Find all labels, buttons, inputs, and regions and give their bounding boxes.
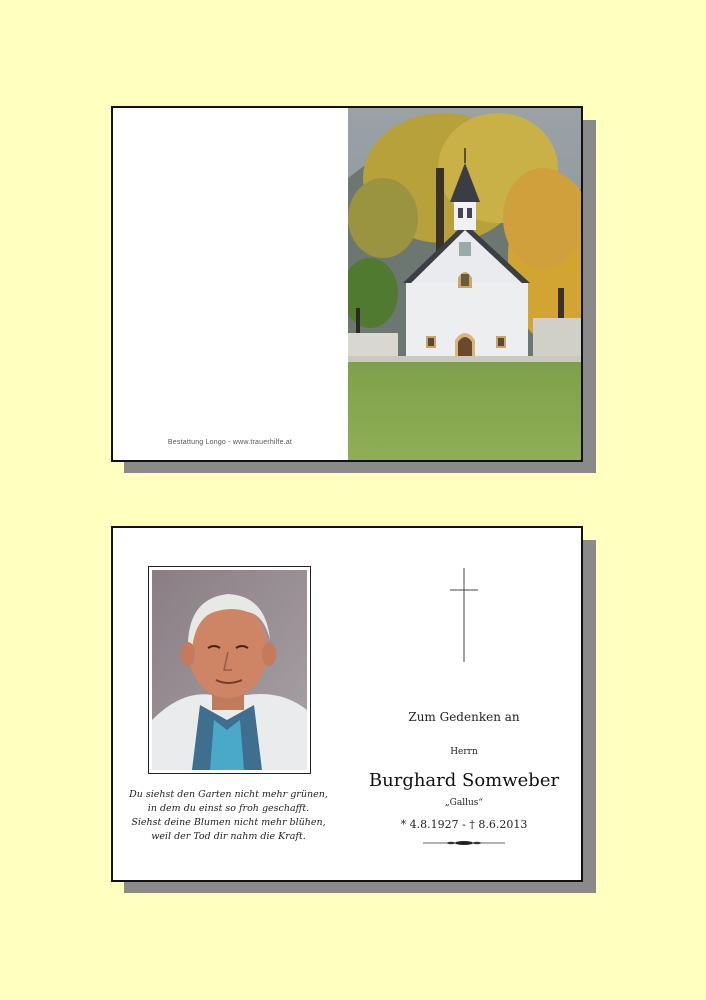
poem-line: weil der Tod dir nahm die Kraft. xyxy=(151,831,306,842)
card-front-blank-panel xyxy=(113,108,347,460)
portrait-frame xyxy=(148,566,311,774)
card-inside xyxy=(111,526,583,882)
portrait-photo xyxy=(152,570,307,770)
salutation: Herrn xyxy=(450,747,478,757)
poem-line: Du siehst den Garten nicht mehr grünen, xyxy=(129,789,328,800)
chapel-photo xyxy=(348,108,583,460)
ornament-divider xyxy=(421,839,507,847)
nickname: „Gallus“ xyxy=(445,798,483,808)
cross-icon xyxy=(449,566,479,666)
funeral-home-footer: Bestattung Longo - www.trauerhilfe.at xyxy=(167,439,293,446)
life-dates: * 4.8.1927 - † 8.6.2013 xyxy=(400,818,528,831)
memorial-poem xyxy=(121,788,336,844)
deceased-name: Burghard Somweber xyxy=(368,770,560,791)
in-memory-heading: Zum Gedenken an xyxy=(408,710,520,724)
poem-line: in dem du einst so froh geschafft. xyxy=(147,803,310,814)
poem-line: Siehst deine Blumen nicht mehr blühen, xyxy=(131,817,326,828)
card-front xyxy=(111,106,583,462)
